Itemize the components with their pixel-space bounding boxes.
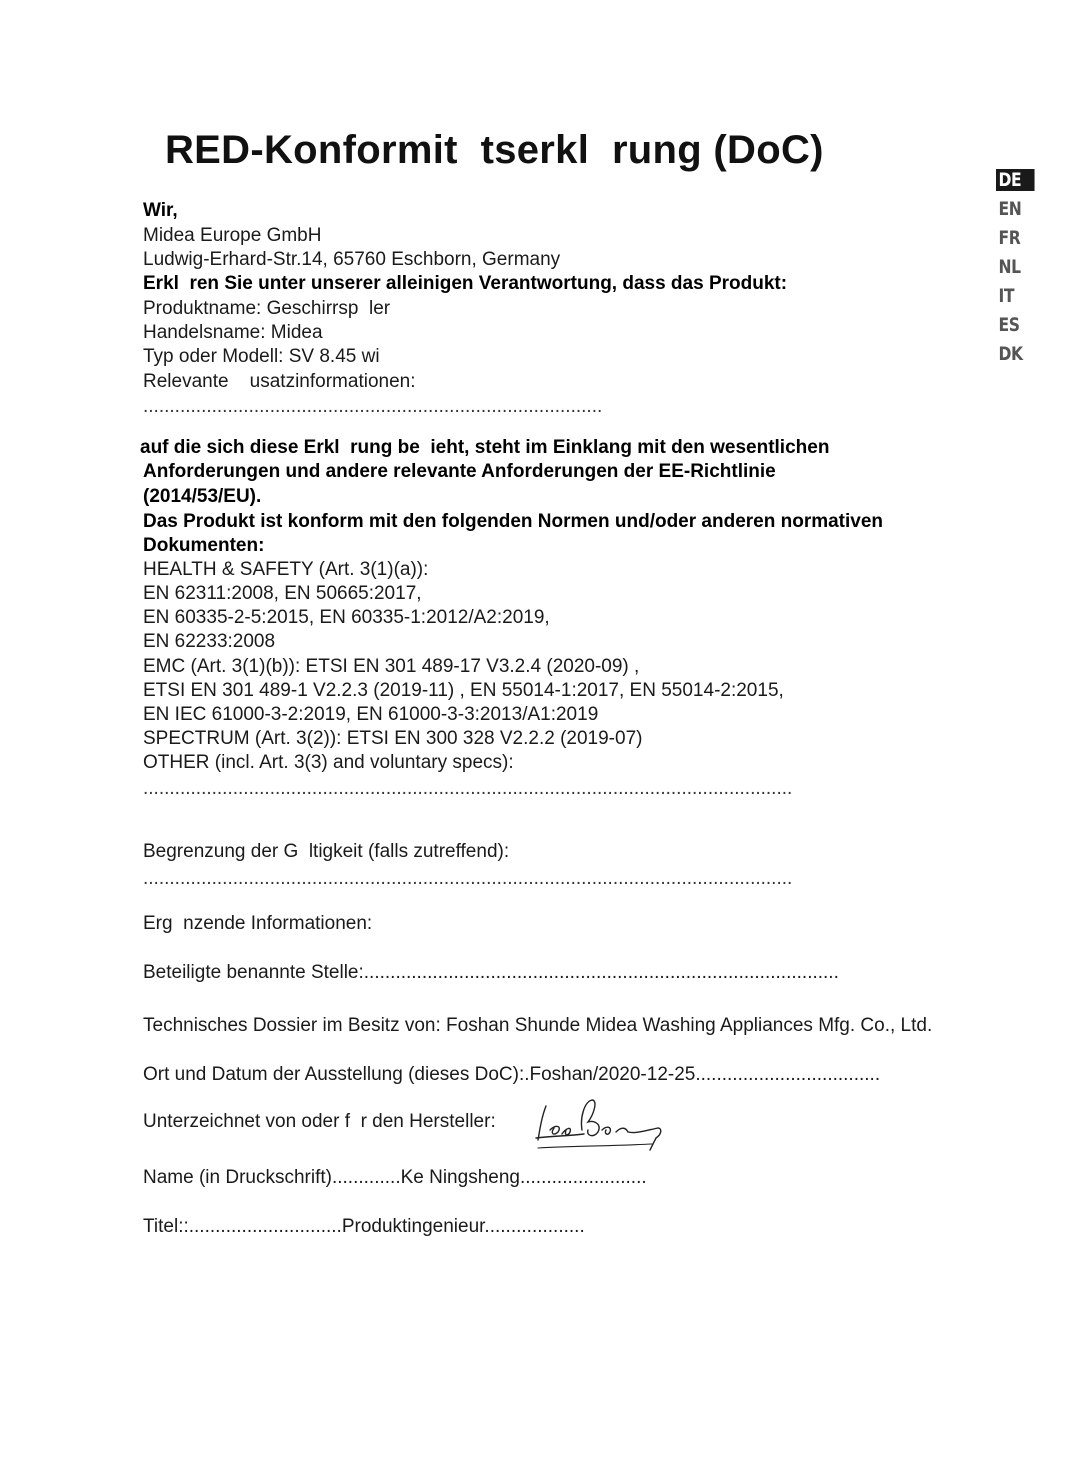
other-specs-dots: ...........................................................................................................................: [143, 778, 793, 799]
language-tab-nl[interactable]: NL: [998, 256, 1021, 278]
notified-body: Beteiligte benannte Stelle:..........................................................................................: [143, 962, 839, 983]
trade-name: Handelsname: Midea: [143, 322, 323, 343]
validity-dots: ...........................................................................................................................: [143, 868, 793, 889]
intro-text: Wir,: [143, 200, 178, 221]
language-tabs: [996, 169, 1036, 372]
language-tab-en[interactable]: EN: [998, 198, 1022, 220]
conformity-line-2: Anforderungen und andere relevante Anforderungen der EE-Richtlinie: [143, 461, 776, 482]
standard-line: EN IEC 61000-3-2:2019, EN 61000-3-3:2013/A1:2019: [143, 704, 599, 725]
declaration-text: Erkl ren Sie unter unserer alleinigen Verantwortung, dass das Produkt:: [143, 273, 788, 294]
product-name: Produktname: Geschirrsp ler: [143, 298, 391, 319]
standard-line: EN 60335-2-5:2015, EN 60335-1:2012/A2:2019,: [143, 607, 550, 628]
printed-name: Name (in Druckschrift).............Ke Ningsheng........................: [143, 1167, 647, 1188]
standard-line: SPECTRUM (Art. 3(2)): ETSI EN 300 328 V2.2.2 (2019-07): [143, 728, 643, 749]
conformity-line-5: Dokumenten:: [143, 535, 265, 556]
additional-info-dots: .......................................................................................: [143, 396, 603, 417]
job-title: Titel::.............................Produktingenieur...................: [143, 1216, 585, 1237]
language-tab-it[interactable]: IT: [998, 285, 1015, 307]
language-tab-fr[interactable]: FR: [998, 227, 1021, 249]
validity-label: Begrenzung der G ltigkeit (falls zutreffend):: [143, 841, 510, 862]
language-tab-dk[interactable]: DK: [998, 343, 1023, 365]
technical-file: Technisches Dossier im Besitz von: Foshan Shunde Midea Washing Appliances Mfg. Co., Ltd.: [143, 1015, 933, 1036]
additional-info-label: Relevante usatzinformationen:: [143, 371, 416, 392]
signed-by-label: Unterzeichnet von oder f r den Hersteller:: [143, 1111, 496, 1132]
conformity-line-3: (2014/53/EU).: [143, 486, 262, 507]
document-title: RED-Konformit tserkl rung (DoC): [165, 128, 824, 172]
signature-image: [532, 1094, 672, 1158]
standard-line: EN 62233:2008: [143, 631, 276, 652]
place-and-date: Ort und Datum der Ausstellung (dieses DoC):.Foshan/2020-12-25...................................: [143, 1064, 881, 1085]
supplementary-info: Erg nzende Informationen:: [143, 913, 373, 934]
standard-line: EMC (Art. 3(1)(b)): ETSI EN 301 489-17 V3.2.4 (2020-09) ,: [143, 656, 640, 677]
model: Typ oder Modell: SV 8.45 wi: [143, 346, 380, 367]
standard-line: OTHER (incl. Art. 3(3) and voluntary specs):: [143, 752, 514, 773]
language-tab-de[interactable]: DE: [996, 169, 1035, 191]
standard-line: HEALTH & SAFETY (Art. 3(1)(a)):: [143, 559, 429, 580]
company-address: Ludwig-Erhard-Str.14, 65760 Eschborn, Germany: [143, 249, 561, 270]
conformity-line-4: Das Produkt ist konform mit den folgenden Normen und/oder anderen normativen: [143, 511, 884, 532]
company-name: Midea Europe GmbH: [143, 225, 322, 246]
standard-line: EN 62311:2008, EN 50665:2017,: [143, 583, 422, 604]
standard-line: ETSI EN 301 489-1 V2.2.3 (2019-11) , EN 55014-1:2017, EN 55014-2:2015,: [143, 680, 784, 701]
language-tab-es[interactable]: ES: [998, 314, 1020, 336]
conformity-line-1: auf die sich diese Erkl rung be ieht, steht im Einklang mit den wesentlichen: [140, 437, 830, 458]
